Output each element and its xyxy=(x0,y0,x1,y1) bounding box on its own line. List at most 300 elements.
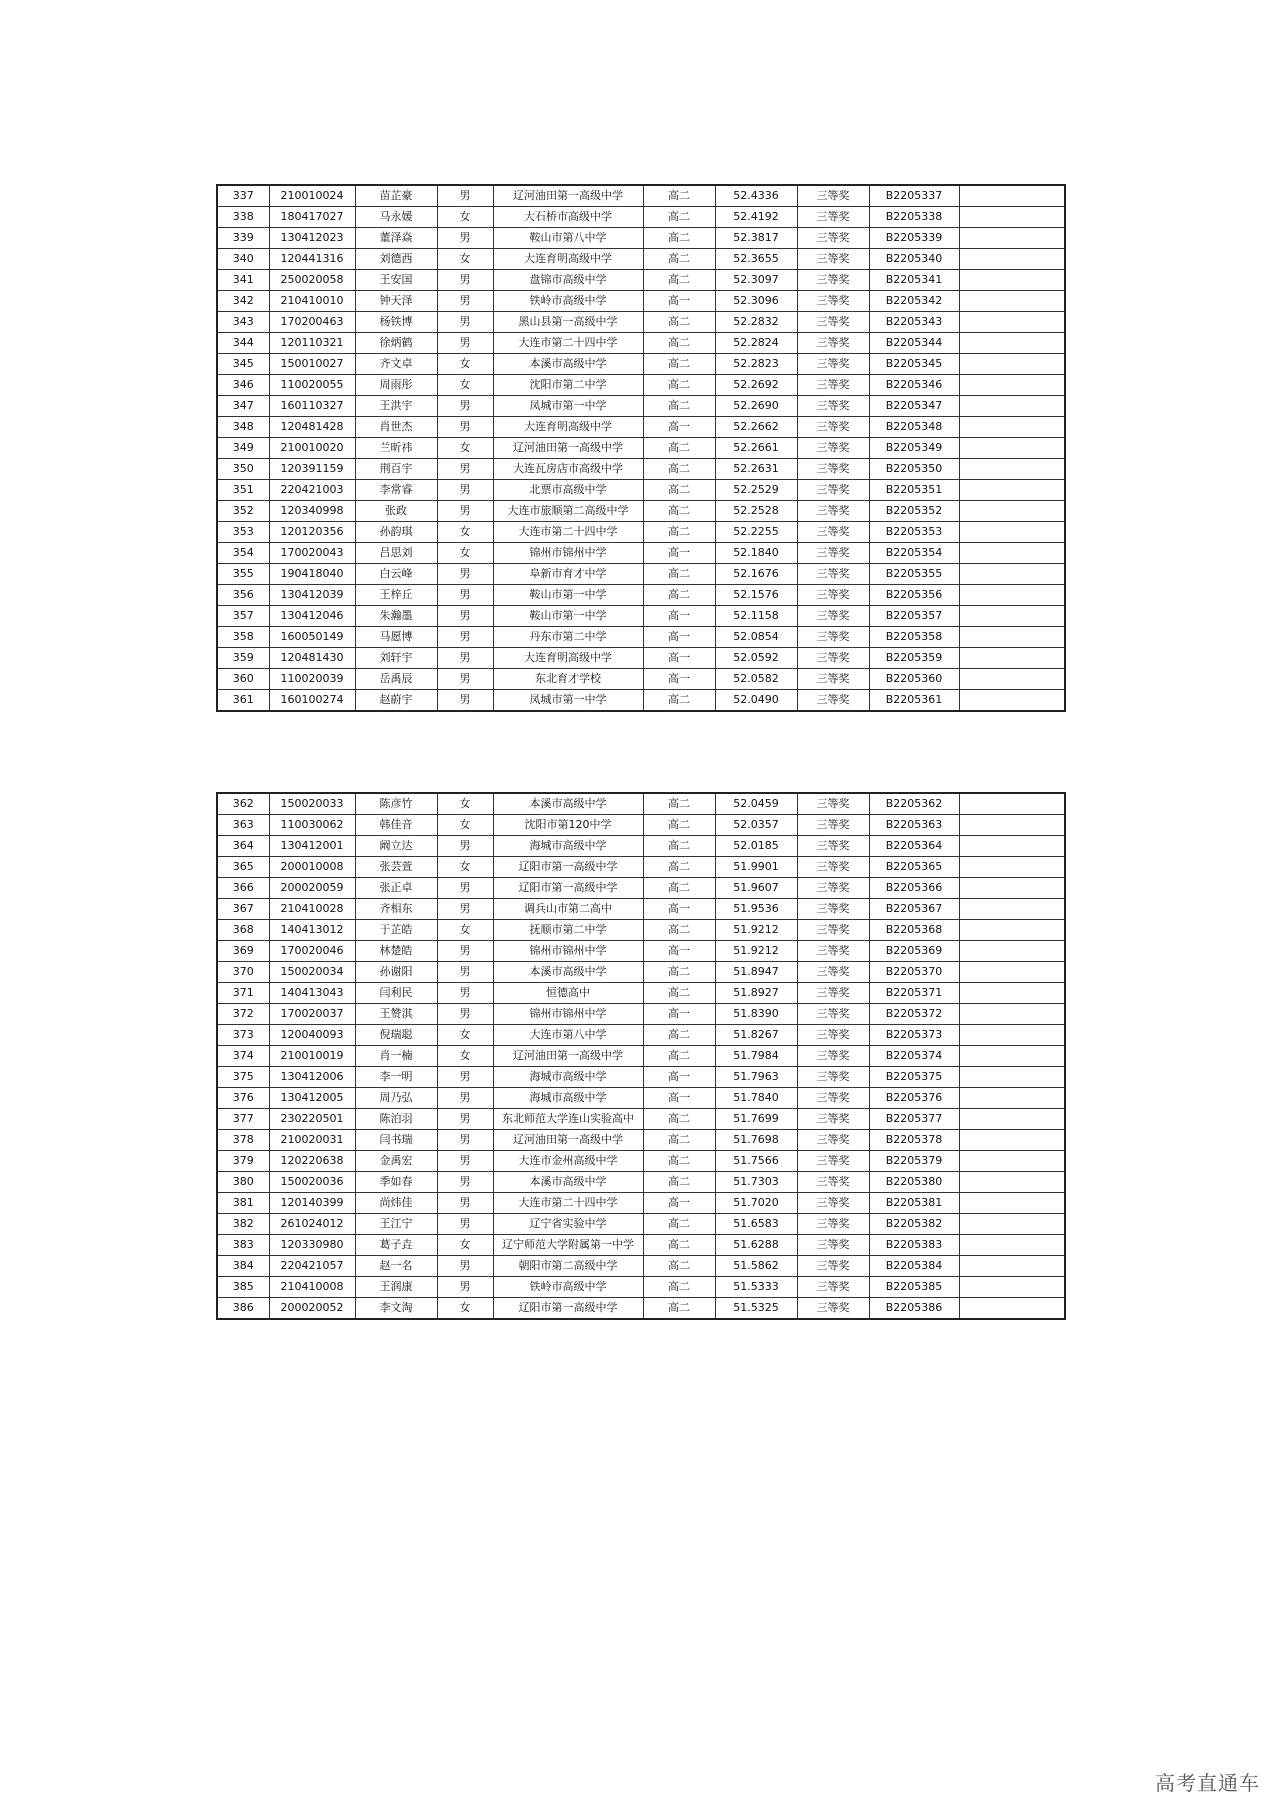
school-cell: 大石桥市高级中学 xyxy=(493,207,643,228)
score-cell: 52.2823 xyxy=(715,354,797,375)
award-cell: 三等奖 xyxy=(797,690,869,712)
grade-cell: 高二 xyxy=(643,438,715,459)
table-row xyxy=(217,793,1065,815)
score-cell: 52.4336 xyxy=(715,185,797,207)
gender-cell: 男 xyxy=(437,669,493,690)
name-cell: 阚立达 xyxy=(355,836,437,857)
rank-cell: 338 xyxy=(217,207,269,228)
award-cell: 三等奖 xyxy=(797,185,869,207)
certificate-cell: B2205386 xyxy=(869,1298,959,1320)
name-cell: 杨铁博 xyxy=(355,312,437,333)
grade-cell: 高一 xyxy=(643,1193,715,1214)
grade-cell: 高二 xyxy=(643,375,715,396)
id-cell: 210010024 xyxy=(269,185,355,207)
score-cell: 51.7984 xyxy=(715,1046,797,1067)
name-cell: 徐炳鹤 xyxy=(355,333,437,354)
name-cell: 刘轩宇 xyxy=(355,648,437,669)
table-row xyxy=(217,606,1065,627)
school-cell: 沈阳市第二中学 xyxy=(493,375,643,396)
id-cell: 160100274 xyxy=(269,690,355,712)
id-cell: 120391159 xyxy=(269,459,355,480)
award-cell: 三等奖 xyxy=(797,522,869,543)
id-cell: 120040093 xyxy=(269,1025,355,1046)
table-row xyxy=(217,1046,1065,1067)
score-cell: 51.9212 xyxy=(715,920,797,941)
id-cell: 120140399 xyxy=(269,1193,355,1214)
certificate-cell: B2205352 xyxy=(869,501,959,522)
name-cell: 马愿博 xyxy=(355,627,437,648)
certificate-cell: B2205370 xyxy=(869,962,959,983)
rank-cell: 383 xyxy=(217,1235,269,1256)
id-cell: 210010019 xyxy=(269,1046,355,1067)
school-cell: 铁岭市高级中学 xyxy=(493,1277,643,1298)
name-cell: 王赞淇 xyxy=(355,1004,437,1025)
blank-cell xyxy=(959,207,1065,228)
id-cell: 130412039 xyxy=(269,585,355,606)
rank-cell: 380 xyxy=(217,1172,269,1193)
name-cell: 林楚皓 xyxy=(355,941,437,962)
table-row xyxy=(217,228,1065,249)
name-cell: 韩佳音 xyxy=(355,815,437,836)
award-cell: 三等奖 xyxy=(797,1004,869,1025)
school-cell: 调兵山市第二高中 xyxy=(493,899,643,920)
id-cell: 250020058 xyxy=(269,270,355,291)
gender-cell: 女 xyxy=(437,249,493,270)
grade-cell: 高二 xyxy=(643,815,715,836)
id-cell: 150020036 xyxy=(269,1172,355,1193)
grade-cell: 高二 xyxy=(643,333,715,354)
id-cell: 130412001 xyxy=(269,836,355,857)
award-cell: 三等奖 xyxy=(797,648,869,669)
table-row xyxy=(217,396,1065,417)
blank-cell xyxy=(959,291,1065,312)
score-cell: 51.5333 xyxy=(715,1277,797,1298)
rank-cell: 376 xyxy=(217,1088,269,1109)
rank-cell: 385 xyxy=(217,1277,269,1298)
award-cell: 三等奖 xyxy=(797,627,869,648)
results-table-2 xyxy=(216,792,1066,1320)
gender-cell: 男 xyxy=(437,396,493,417)
school-cell: 大连市第八中学 xyxy=(493,1025,643,1046)
blank-cell xyxy=(959,375,1065,396)
id-cell: 120110321 xyxy=(269,333,355,354)
gender-cell: 女 xyxy=(437,1235,493,1256)
blank-cell xyxy=(959,1172,1065,1193)
table-row xyxy=(217,354,1065,375)
name-cell: 岳禹辰 xyxy=(355,669,437,690)
name-cell: 张政 xyxy=(355,501,437,522)
id-cell: 120120356 xyxy=(269,522,355,543)
gender-cell: 男 xyxy=(437,1193,493,1214)
gender-cell: 男 xyxy=(437,312,493,333)
name-cell: 肖一楠 xyxy=(355,1046,437,1067)
blank-cell xyxy=(959,501,1065,522)
table-row xyxy=(217,878,1065,899)
school-cell: 锦州市锦州中学 xyxy=(493,941,643,962)
rank-cell: 374 xyxy=(217,1046,269,1067)
score-cell: 51.9536 xyxy=(715,899,797,920)
grade-cell: 高二 xyxy=(643,962,715,983)
gender-cell: 男 xyxy=(437,983,493,1004)
rank-cell: 360 xyxy=(217,669,269,690)
blank-cell xyxy=(959,941,1065,962)
gender-cell: 女 xyxy=(437,1046,493,1067)
id-cell: 190418040 xyxy=(269,564,355,585)
table-row xyxy=(217,312,1065,333)
rank-cell: 369 xyxy=(217,941,269,962)
grade-cell: 高二 xyxy=(643,690,715,712)
blank-cell xyxy=(959,1151,1065,1172)
id-cell: 120481428 xyxy=(269,417,355,438)
grade-cell: 高一 xyxy=(643,1088,715,1109)
school-cell: 东北师范大学连山实验高中 xyxy=(493,1109,643,1130)
award-cell: 三等奖 xyxy=(797,501,869,522)
school-cell: 辽河油田第一高级中学 xyxy=(493,185,643,207)
award-cell: 三等奖 xyxy=(797,1214,869,1235)
table-row xyxy=(217,1193,1065,1214)
school-cell: 辽河油田第一高级中学 xyxy=(493,1130,643,1151)
school-cell: 大连市第二十四中学 xyxy=(493,1193,643,1214)
id-cell: 120340998 xyxy=(269,501,355,522)
school-cell: 辽阳市第一高级中学 xyxy=(493,1298,643,1320)
gender-cell: 男 xyxy=(437,417,493,438)
blank-cell xyxy=(959,270,1065,291)
rank-cell: 353 xyxy=(217,522,269,543)
name-cell: 闫书瑞 xyxy=(355,1130,437,1151)
blank-cell xyxy=(959,1256,1065,1277)
id-cell: 110020055 xyxy=(269,375,355,396)
grade-cell: 高二 xyxy=(643,1214,715,1235)
score-cell: 52.2661 xyxy=(715,438,797,459)
watermark-text: 高考直通车 xyxy=(1155,1771,1260,1795)
blank-cell xyxy=(959,417,1065,438)
certificate-cell: B2205378 xyxy=(869,1130,959,1151)
table-row xyxy=(217,1109,1065,1130)
id-cell: 261024012 xyxy=(269,1214,355,1235)
gender-cell: 女 xyxy=(437,815,493,836)
rank-cell: 345 xyxy=(217,354,269,375)
id-cell: 120481430 xyxy=(269,648,355,669)
id-cell: 210010020 xyxy=(269,438,355,459)
name-cell: 王江宁 xyxy=(355,1214,437,1235)
table-row xyxy=(217,1130,1065,1151)
rank-cell: 379 xyxy=(217,1151,269,1172)
table-row xyxy=(217,501,1065,522)
grade-cell: 高二 xyxy=(643,920,715,941)
rank-cell: 354 xyxy=(217,543,269,564)
grade-cell: 高二 xyxy=(643,857,715,878)
certificate-cell: B2205356 xyxy=(869,585,959,606)
name-cell: 金禹宏 xyxy=(355,1151,437,1172)
rank-cell: 340 xyxy=(217,249,269,270)
id-cell: 110020039 xyxy=(269,669,355,690)
score-cell: 52.2631 xyxy=(715,459,797,480)
table-body xyxy=(217,185,1065,711)
blank-cell xyxy=(959,1004,1065,1025)
id-cell: 130412023 xyxy=(269,228,355,249)
school-cell: 辽河油田第一高级中学 xyxy=(493,1046,643,1067)
id-cell: 170200463 xyxy=(269,312,355,333)
grade-cell: 高一 xyxy=(643,669,715,690)
table-row xyxy=(217,207,1065,228)
certificate-cell: B2205339 xyxy=(869,228,959,249)
school-cell: 辽河油田第一高级中学 xyxy=(493,438,643,459)
score-cell: 52.2824 xyxy=(715,333,797,354)
blank-cell xyxy=(959,899,1065,920)
gender-cell: 男 xyxy=(437,228,493,249)
table-row xyxy=(217,543,1065,564)
award-cell: 三等奖 xyxy=(797,815,869,836)
award-cell: 三等奖 xyxy=(797,1172,869,1193)
table-row xyxy=(217,585,1065,606)
award-cell: 三等奖 xyxy=(797,1046,869,1067)
grade-cell: 高一 xyxy=(643,627,715,648)
score-cell: 51.7303 xyxy=(715,1172,797,1193)
gender-cell: 男 xyxy=(437,270,493,291)
table-row xyxy=(217,899,1065,920)
school-cell: 本溪市高级中学 xyxy=(493,793,643,815)
id-cell: 120441316 xyxy=(269,249,355,270)
gender-cell: 男 xyxy=(437,962,493,983)
blank-cell xyxy=(959,249,1065,270)
gender-cell: 女 xyxy=(437,543,493,564)
grade-cell: 高二 xyxy=(643,1151,715,1172)
name-cell: 倪瑞聪 xyxy=(355,1025,437,1046)
score-cell: 51.9901 xyxy=(715,857,797,878)
award-cell: 三等奖 xyxy=(797,228,869,249)
table-row xyxy=(217,1277,1065,1298)
id-cell: 210410010 xyxy=(269,291,355,312)
score-cell: 51.6288 xyxy=(715,1235,797,1256)
name-cell: 王润康 xyxy=(355,1277,437,1298)
id-cell: 110030062 xyxy=(269,815,355,836)
grade-cell: 高二 xyxy=(643,1046,715,1067)
score-cell: 52.2662 xyxy=(715,417,797,438)
score-cell: 52.0357 xyxy=(715,815,797,836)
grade-cell: 高二 xyxy=(643,1172,715,1193)
name-cell: 赵蔚宇 xyxy=(355,690,437,712)
certificate-cell: B2205362 xyxy=(869,793,959,815)
table-row xyxy=(217,1067,1065,1088)
certificate-cell: B2205347 xyxy=(869,396,959,417)
award-cell: 三等奖 xyxy=(797,941,869,962)
award-cell: 三等奖 xyxy=(797,1193,869,1214)
id-cell: 120220638 xyxy=(269,1151,355,1172)
table-row xyxy=(217,648,1065,669)
name-cell: 孙韵琪 xyxy=(355,522,437,543)
rank-cell: 370 xyxy=(217,962,269,983)
name-cell: 赵一名 xyxy=(355,1256,437,1277)
blank-cell xyxy=(959,857,1065,878)
certificate-cell: B2205345 xyxy=(869,354,959,375)
rank-cell: 386 xyxy=(217,1298,269,1320)
name-cell: 周乃弘 xyxy=(355,1088,437,1109)
table-row xyxy=(217,564,1065,585)
name-cell: 张正卓 xyxy=(355,878,437,899)
grade-cell: 高二 xyxy=(643,312,715,333)
name-cell: 刘德西 xyxy=(355,249,437,270)
certificate-cell: B2205381 xyxy=(869,1193,959,1214)
id-cell: 170020046 xyxy=(269,941,355,962)
gender-cell: 女 xyxy=(437,1025,493,1046)
award-cell: 三等奖 xyxy=(797,543,869,564)
name-cell: 荆百宇 xyxy=(355,459,437,480)
school-cell: 朝阳市第二高级中学 xyxy=(493,1256,643,1277)
table-row xyxy=(217,857,1065,878)
rank-cell: 365 xyxy=(217,857,269,878)
certificate-cell: B2205340 xyxy=(869,249,959,270)
certificate-cell: B2205342 xyxy=(869,291,959,312)
grade-cell: 高一 xyxy=(643,606,715,627)
grade-cell: 高二 xyxy=(643,270,715,291)
school-cell: 东北育才学校 xyxy=(493,669,643,690)
gender-cell: 男 xyxy=(437,1088,493,1109)
grade-cell: 高二 xyxy=(643,228,715,249)
school-cell: 辽阳市第一高级中学 xyxy=(493,857,643,878)
blank-cell xyxy=(959,480,1065,501)
blank-cell xyxy=(959,585,1065,606)
blank-cell xyxy=(959,648,1065,669)
rank-cell: 362 xyxy=(217,793,269,815)
school-cell: 辽阳市第一高级中学 xyxy=(493,878,643,899)
certificate-cell: B2205365 xyxy=(869,857,959,878)
gender-cell: 男 xyxy=(437,627,493,648)
blank-cell xyxy=(959,543,1065,564)
score-cell: 52.1676 xyxy=(715,564,797,585)
name-cell: 张芸萱 xyxy=(355,857,437,878)
score-cell: 51.7020 xyxy=(715,1193,797,1214)
award-cell: 三等奖 xyxy=(797,249,869,270)
award-cell: 三等奖 xyxy=(797,564,869,585)
name-cell: 陈泊羽 xyxy=(355,1109,437,1130)
award-cell: 三等奖 xyxy=(797,375,869,396)
school-cell: 鞍山市第一中学 xyxy=(493,606,643,627)
school-cell: 大连育明高级中学 xyxy=(493,417,643,438)
id-cell: 210410028 xyxy=(269,899,355,920)
gender-cell: 男 xyxy=(437,878,493,899)
certificate-cell: B2205373 xyxy=(869,1025,959,1046)
school-cell: 大连育明高级中学 xyxy=(493,249,643,270)
award-cell: 三等奖 xyxy=(797,920,869,941)
score-cell: 52.2832 xyxy=(715,312,797,333)
award-cell: 三等奖 xyxy=(797,1277,869,1298)
rank-cell: 337 xyxy=(217,185,269,207)
award-cell: 三等奖 xyxy=(797,878,869,899)
blank-cell xyxy=(959,1130,1065,1151)
award-cell: 三等奖 xyxy=(797,333,869,354)
blank-cell xyxy=(959,1025,1065,1046)
score-cell: 51.7699 xyxy=(715,1109,797,1130)
school-cell: 海城市高级中学 xyxy=(493,836,643,857)
id-cell: 210020031 xyxy=(269,1130,355,1151)
award-cell: 三等奖 xyxy=(797,669,869,690)
gender-cell: 男 xyxy=(437,1172,493,1193)
grade-cell: 高二 xyxy=(643,836,715,857)
certificate-cell: B2205363 xyxy=(869,815,959,836)
name-cell: 吕思刘 xyxy=(355,543,437,564)
certificate-cell: B2205376 xyxy=(869,1088,959,1109)
gender-cell: 男 xyxy=(437,459,493,480)
school-cell: 本溪市高级中学 xyxy=(493,1172,643,1193)
certificate-cell: B2205382 xyxy=(869,1214,959,1235)
rank-cell: 346 xyxy=(217,375,269,396)
certificate-cell: B2205372 xyxy=(869,1004,959,1025)
score-cell: 52.0582 xyxy=(715,669,797,690)
gender-cell: 男 xyxy=(437,606,493,627)
grade-cell: 高一 xyxy=(643,1067,715,1088)
award-cell: 三等奖 xyxy=(797,480,869,501)
award-cell: 三等奖 xyxy=(797,207,869,228)
name-cell: 陈彦竹 xyxy=(355,793,437,815)
certificate-cell: B2205380 xyxy=(869,1172,959,1193)
award-cell: 三等奖 xyxy=(797,983,869,1004)
rank-cell: 347 xyxy=(217,396,269,417)
rank-cell: 356 xyxy=(217,585,269,606)
table-row xyxy=(217,627,1065,648)
blank-cell xyxy=(959,333,1065,354)
award-cell: 三等奖 xyxy=(797,459,869,480)
blank-cell xyxy=(959,185,1065,207)
grade-cell: 高二 xyxy=(643,1130,715,1151)
certificate-cell: B2205341 xyxy=(869,270,959,291)
id-cell: 200020059 xyxy=(269,878,355,899)
table-row xyxy=(217,669,1065,690)
certificate-cell: B2205377 xyxy=(869,1109,959,1130)
table-row xyxy=(217,1025,1065,1046)
school-cell: 恒德高中 xyxy=(493,983,643,1004)
score-cell: 51.5862 xyxy=(715,1256,797,1277)
gender-cell: 男 xyxy=(437,648,493,669)
certificate-cell: B2205358 xyxy=(869,627,959,648)
school-cell: 大连市第二十四中学 xyxy=(493,522,643,543)
rank-cell: 357 xyxy=(217,606,269,627)
blank-cell xyxy=(959,1214,1065,1235)
table-row xyxy=(217,438,1065,459)
table-row xyxy=(217,459,1065,480)
rank-cell: 342 xyxy=(217,291,269,312)
school-cell: 阜新市育才中学 xyxy=(493,564,643,585)
table-row xyxy=(217,941,1065,962)
award-cell: 三等奖 xyxy=(797,354,869,375)
grade-cell: 高二 xyxy=(643,185,715,207)
name-cell: 白云峰 xyxy=(355,564,437,585)
id-cell: 150010027 xyxy=(269,354,355,375)
gender-cell: 女 xyxy=(437,920,493,941)
table-row xyxy=(217,480,1065,501)
gender-cell: 男 xyxy=(437,1130,493,1151)
score-cell: 52.2690 xyxy=(715,396,797,417)
table-row xyxy=(217,185,1065,207)
score-cell: 51.7840 xyxy=(715,1088,797,1109)
rank-cell: 349 xyxy=(217,438,269,459)
score-cell: 52.2528 xyxy=(715,501,797,522)
award-cell: 三等奖 xyxy=(797,962,869,983)
school-cell: 北票市高级中学 xyxy=(493,480,643,501)
blank-cell xyxy=(959,1067,1065,1088)
certificate-cell: B2205385 xyxy=(869,1277,959,1298)
name-cell: 葛子垚 xyxy=(355,1235,437,1256)
score-cell: 52.2692 xyxy=(715,375,797,396)
id-cell: 220421003 xyxy=(269,480,355,501)
rank-cell: 381 xyxy=(217,1193,269,1214)
results-table-1 xyxy=(216,184,1066,712)
table-row xyxy=(217,1172,1065,1193)
score-cell: 51.8947 xyxy=(715,962,797,983)
rank-cell: 366 xyxy=(217,878,269,899)
award-cell: 三等奖 xyxy=(797,793,869,815)
award-cell: 三等奖 xyxy=(797,585,869,606)
certificate-cell: B2205355 xyxy=(869,564,959,585)
